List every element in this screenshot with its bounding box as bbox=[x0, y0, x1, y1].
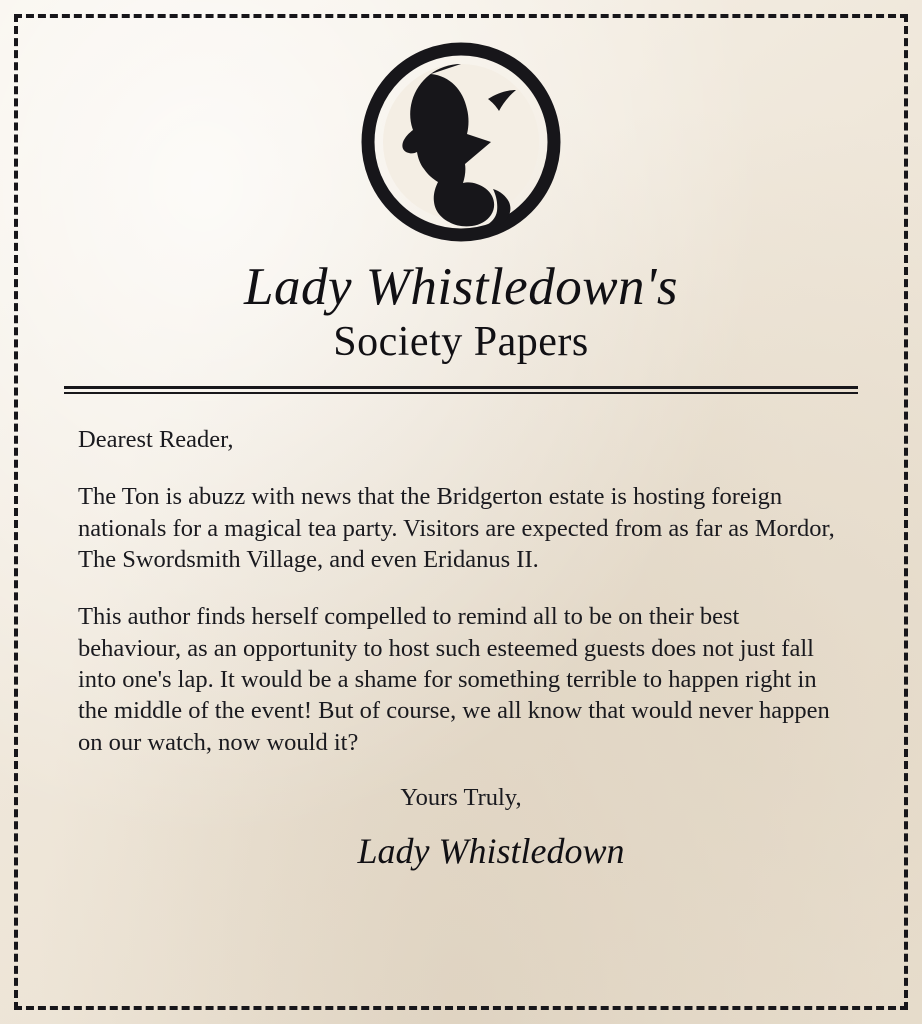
letter-body bbox=[64, 424, 858, 758]
masthead-title-line1: Lady Whistledown's bbox=[243, 258, 679, 316]
letter-closing: Yours Truly, bbox=[400, 784, 522, 812]
letter-salutation: Dearest Reader, bbox=[78, 425, 234, 453]
letter-paragraph-2: This author finds herself compelled to remind all to be on their best behaviour, as an opportunity to host such esteemed guests does not just fall into one's lap. It would be a shame for something terrible to happen right in the middle of the event! But of course, we all know that would never happen on our watch, now would it? bbox=[78, 603, 830, 756]
letter-paragraph-1: The Ton is abuzz with news that the Bridgerton estate is hosting foreign nationals for a magical tea party. Visitors are expected from as far as Mordor, The Swordsmith Village, and even Eridanus II. bbox=[78, 483, 835, 574]
masthead-title-line2: Society Papers bbox=[333, 318, 589, 365]
lady-silhouette-cameo-icon bbox=[357, 38, 565, 246]
masthead bbox=[64, 260, 858, 366]
letter-signature: Lady Whistledown bbox=[357, 831, 625, 872]
page-content bbox=[14, 14, 908, 1010]
header-divider bbox=[64, 386, 858, 394]
crest-container bbox=[64, 38, 858, 246]
